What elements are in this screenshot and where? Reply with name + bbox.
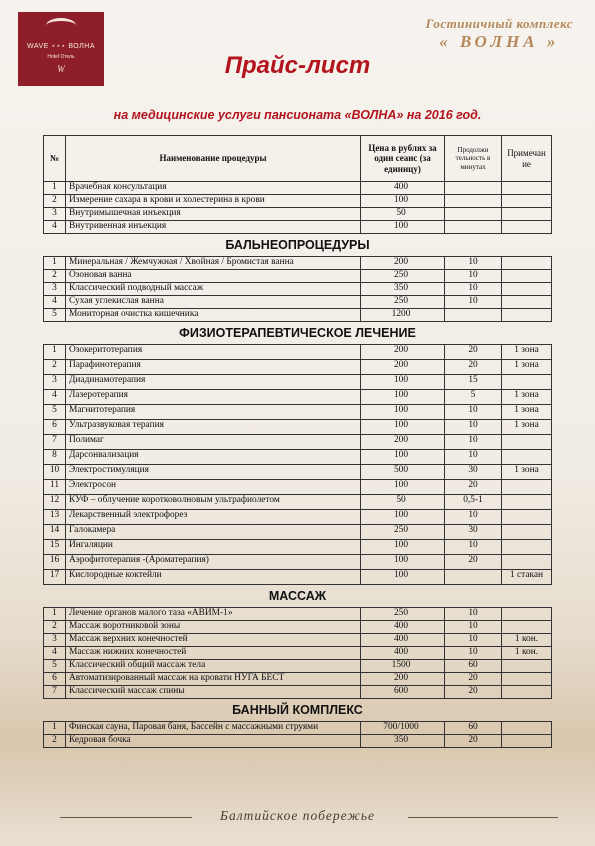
row-duration [445, 208, 502, 221]
row-name: Ультразвуковая терапия [66, 420, 361, 435]
row-name: Классический массаж спины [66, 686, 361, 699]
row-name: КУФ – облучение коротковолновым ультрафиолетом [66, 495, 361, 510]
row-name: Классический общий массаж тела [66, 660, 361, 673]
row-number: 6 [44, 673, 66, 686]
row-duration: 10 [445, 270, 502, 283]
row-price: 100 [361, 555, 445, 570]
row-price: 50 [361, 208, 445, 221]
row-number: 3 [44, 208, 66, 221]
price-table [43, 135, 552, 748]
row-duration: 60 [445, 660, 502, 673]
row-duration: 10 [445, 634, 502, 647]
footer-text: Балтийское побережье [220, 808, 375, 823]
row-number: 2 [44, 735, 66, 748]
row-price: 1500 [361, 660, 445, 673]
row-number: 1 [44, 722, 66, 735]
table-row [44, 570, 552, 585]
row-note [502, 660, 552, 673]
logo-subtitle: Hotel Отель [47, 54, 75, 60]
row-note: 1 зона [502, 420, 552, 435]
row-note [502, 621, 552, 634]
row-note [502, 221, 552, 234]
section-title: БАННЫЙ КОМПЛЕКС [44, 699, 552, 722]
row-duration: 10 [445, 405, 502, 420]
row-name: Массаж верхних конечностей [66, 634, 361, 647]
row-note: 1 зона [502, 465, 552, 480]
row-price: 400 [361, 647, 445, 660]
row-note [502, 540, 552, 555]
row-note [502, 510, 552, 525]
row-note: 1 стакан [502, 570, 552, 585]
row-duration: 10 [445, 621, 502, 634]
row-number: 4 [44, 296, 66, 309]
table-row [44, 621, 552, 634]
table-row [44, 283, 552, 296]
table-row [44, 634, 552, 647]
table-row [44, 647, 552, 660]
table-row [44, 735, 552, 748]
row-note [502, 450, 552, 465]
brand-line-1: Гостиничный комплекс [425, 16, 573, 31]
row-number: 6 [44, 420, 66, 435]
row-duration: 10 [445, 257, 502, 270]
row-price: 250 [361, 525, 445, 540]
section-title: БАЛЬНЕОПРОЦЕДУРЫ [44, 234, 552, 257]
row-number: 2 [44, 195, 66, 208]
row-note [502, 270, 552, 283]
row-duration: 30 [445, 465, 502, 480]
row-note [502, 296, 552, 309]
row-name: Парафинотерапия [66, 360, 361, 375]
row-duration [445, 182, 502, 195]
row-price: 500 [361, 465, 445, 480]
row-number: 3 [44, 375, 66, 390]
row-price: 50 [361, 495, 445, 510]
row-price: 200 [361, 345, 445, 360]
footer-rule-right [408, 817, 558, 818]
row-note: 1 кон. [502, 634, 552, 647]
row-duration: 10 [445, 540, 502, 555]
row-name: Измерение сахара в крови и холестерина в крови [66, 195, 361, 208]
row-note [502, 182, 552, 195]
row-duration: 60 [445, 722, 502, 735]
table-header-row [44, 136, 552, 182]
row-duration: 20 [445, 345, 502, 360]
row-note [502, 435, 552, 450]
table-row [44, 510, 552, 525]
table-row [44, 540, 552, 555]
row-duration: 10 [445, 420, 502, 435]
row-price: 600 [361, 686, 445, 699]
row-number: 17 [44, 570, 66, 585]
row-name: Внутримышечная инъекция [66, 208, 361, 221]
row-number: 5 [44, 309, 66, 322]
row-price: 100 [361, 405, 445, 420]
table-row [44, 420, 552, 435]
row-note [502, 686, 552, 699]
row-duration: 5 [445, 390, 502, 405]
row-duration: 20 [445, 686, 502, 699]
logo-name: WAVE ⋆⋆⋆ ВОЛНА [27, 43, 95, 50]
row-number: 2 [44, 621, 66, 634]
row-name: Лекарственный электрофорез [66, 510, 361, 525]
row-number: 11 [44, 480, 66, 495]
row-number: 12 [44, 495, 66, 510]
row-note [502, 673, 552, 686]
row-name: Мониторная очистка кишечника [66, 309, 361, 322]
row-price: 350 [361, 283, 445, 296]
table-row [44, 673, 552, 686]
row-number: 2 [44, 360, 66, 375]
row-price: 350 [361, 735, 445, 748]
row-note [502, 309, 552, 322]
table-row [44, 375, 552, 390]
row-number: 10 [44, 465, 66, 480]
row-name: Врачебная консультация [66, 182, 361, 195]
row-note: 1 кон. [502, 647, 552, 660]
row-note: 1 зона [502, 390, 552, 405]
row-note: 1 зона [502, 405, 552, 420]
row-note [502, 208, 552, 221]
row-duration: 10 [445, 450, 502, 465]
row-number: 5 [44, 405, 66, 420]
row-name: Галокамера [66, 525, 361, 540]
row-number: 3 [44, 283, 66, 296]
row-name: Сухая углекислая ванна [66, 296, 361, 309]
row-name: Лазеротерапия [66, 390, 361, 405]
row-number: 4 [44, 647, 66, 660]
row-price: 100 [361, 510, 445, 525]
row-duration: 30 [445, 525, 502, 540]
row-price: 400 [361, 634, 445, 647]
row-duration: 20 [445, 555, 502, 570]
table-row [44, 221, 552, 234]
section-title: ФИЗИОТЕРАПЕВТИЧЕСКОЕ ЛЕЧЕНИЕ [44, 322, 552, 345]
row-number: 14 [44, 525, 66, 540]
row-note [502, 283, 552, 296]
row-name: Финская сауна, Паровая баня, Бассейн с массажными струями [66, 722, 361, 735]
row-price: 400 [361, 621, 445, 634]
header-number: № [44, 136, 66, 182]
row-note: 1 зона [502, 345, 552, 360]
table-row [44, 182, 552, 195]
section-header-row [44, 585, 552, 608]
row-name: Минеральная / Жемчужная / Хвойная / Бромистая ванна [66, 257, 361, 270]
row-note [502, 480, 552, 495]
table-row [44, 660, 552, 673]
row-number: 1 [44, 257, 66, 270]
page-title: Прайс-лист [224, 52, 371, 79]
header-name: Наименование процедуры [66, 136, 361, 182]
table-row [44, 390, 552, 405]
row-name: Аэрофитотерапия -(Ароматерапия) [66, 555, 361, 570]
row-name: Электросон [66, 480, 361, 495]
table-row [44, 495, 552, 510]
row-note [502, 525, 552, 540]
section-header-row [44, 234, 552, 257]
row-name: Внутривенная инъекция [66, 221, 361, 234]
header-duration: Продолжи тельность в минутах [445, 136, 502, 182]
row-number: 7 [44, 686, 66, 699]
row-price: 400 [361, 182, 445, 195]
row-duration: 20 [445, 673, 502, 686]
row-price: 200 [361, 257, 445, 270]
row-name: Озокеритотерапия [66, 345, 361, 360]
row-price: 100 [361, 195, 445, 208]
row-number: 15 [44, 540, 66, 555]
row-name: Лечение органов малого таза «АВИМ-1» [66, 608, 361, 621]
row-number: 16 [44, 555, 66, 570]
brand-block [426, 16, 573, 52]
row-name: Массаж воротниковой зоны [66, 621, 361, 634]
row-duration: 10 [445, 510, 502, 525]
table-row [44, 608, 552, 621]
row-number: 4 [44, 221, 66, 234]
table-row [44, 722, 552, 735]
row-duration [445, 221, 502, 234]
row-price: 100 [361, 390, 445, 405]
logo-monogram: W [57, 64, 65, 74]
row-number: 13 [44, 510, 66, 525]
table-row [44, 195, 552, 208]
row-duration: 15 [445, 375, 502, 390]
row-number: 4 [44, 390, 66, 405]
row-note [502, 555, 552, 570]
section-header-row [44, 322, 552, 345]
table-row [44, 270, 552, 283]
row-name: Кедровая бочка [66, 735, 361, 748]
table-row [44, 345, 552, 360]
row-duration: 20 [445, 735, 502, 748]
row-price: 200 [361, 435, 445, 450]
row-price: 100 [361, 375, 445, 390]
row-note [502, 495, 552, 510]
row-price: 100 [361, 540, 445, 555]
row-number: 8 [44, 450, 66, 465]
row-name: Полимаг [66, 435, 361, 450]
row-name: Дарсонвализация [66, 450, 361, 465]
row-note [502, 722, 552, 735]
section-header-row [44, 699, 552, 722]
row-name: Электростимуляция [66, 465, 361, 480]
row-name: Озоновая ванна [66, 270, 361, 283]
row-number: 3 [44, 634, 66, 647]
row-duration: 10 [445, 647, 502, 660]
row-name: Классический подводный массаж [66, 283, 361, 296]
table-row [44, 360, 552, 375]
row-note [502, 735, 552, 748]
row-note [502, 195, 552, 208]
row-number: 7 [44, 435, 66, 450]
row-note [502, 375, 552, 390]
row-duration: 10 [445, 296, 502, 309]
row-number: 1 [44, 608, 66, 621]
table-row [44, 435, 552, 450]
row-duration: 20 [445, 480, 502, 495]
row-number: 5 [44, 660, 66, 673]
page-subtitle: на медицинские услуги пансионата «ВОЛНА» на 2016 год. [113, 108, 482, 122]
row-number: 1 [44, 182, 66, 195]
table-row [44, 309, 552, 322]
row-name: Кислородные коктейли [66, 570, 361, 585]
section-title: МАССАЖ [44, 585, 552, 608]
row-name: Магнитотерапия [66, 405, 361, 420]
row-price: 100 [361, 480, 445, 495]
row-price: 100 [361, 420, 445, 435]
table-row [44, 686, 552, 699]
row-price: 250 [361, 270, 445, 283]
row-name: Автоматизированный массаж на кровати НУГА БЕСТ [66, 673, 361, 686]
header-price: Цена в рублях за один сеанс (за единицу) [361, 136, 445, 182]
table-row [44, 480, 552, 495]
row-price: 100 [361, 570, 445, 585]
row-price: 700/1000 [361, 722, 445, 735]
table-row [44, 257, 552, 270]
table-row [44, 405, 552, 420]
table-row [44, 450, 552, 465]
row-duration: 10 [445, 435, 502, 450]
row-price: 200 [361, 673, 445, 686]
row-price: 1200 [361, 309, 445, 322]
header-note: Примечан ие [502, 136, 552, 182]
row-number: 2 [44, 270, 66, 283]
row-note: 1 зона [502, 360, 552, 375]
row-duration [445, 195, 502, 208]
row-price: 250 [361, 296, 445, 309]
row-price: 250 [361, 608, 445, 621]
row-note [502, 608, 552, 621]
row-duration [445, 570, 502, 585]
row-price: 200 [361, 360, 445, 375]
row-name: Ингаляции [66, 540, 361, 555]
row-duration: 10 [445, 608, 502, 621]
table-row [44, 465, 552, 480]
row-price: 100 [361, 450, 445, 465]
row-name: Массаж нижних конечностей [66, 647, 361, 660]
table-body [44, 182, 552, 748]
wave-icon [46, 18, 76, 33]
row-duration: 0,5-1 [445, 495, 502, 510]
table-row [44, 555, 552, 570]
row-duration [445, 309, 502, 322]
table-row [44, 296, 552, 309]
row-number: 1 [44, 345, 66, 360]
row-price: 100 [361, 221, 445, 234]
row-duration: 10 [445, 283, 502, 296]
row-note [502, 257, 552, 270]
brand-line-2: « ВОЛНА » [439, 32, 560, 51]
row-name: Диадинамотерапия [66, 375, 361, 390]
table-row [44, 525, 552, 540]
row-duration: 20 [445, 360, 502, 375]
table-row [44, 208, 552, 221]
